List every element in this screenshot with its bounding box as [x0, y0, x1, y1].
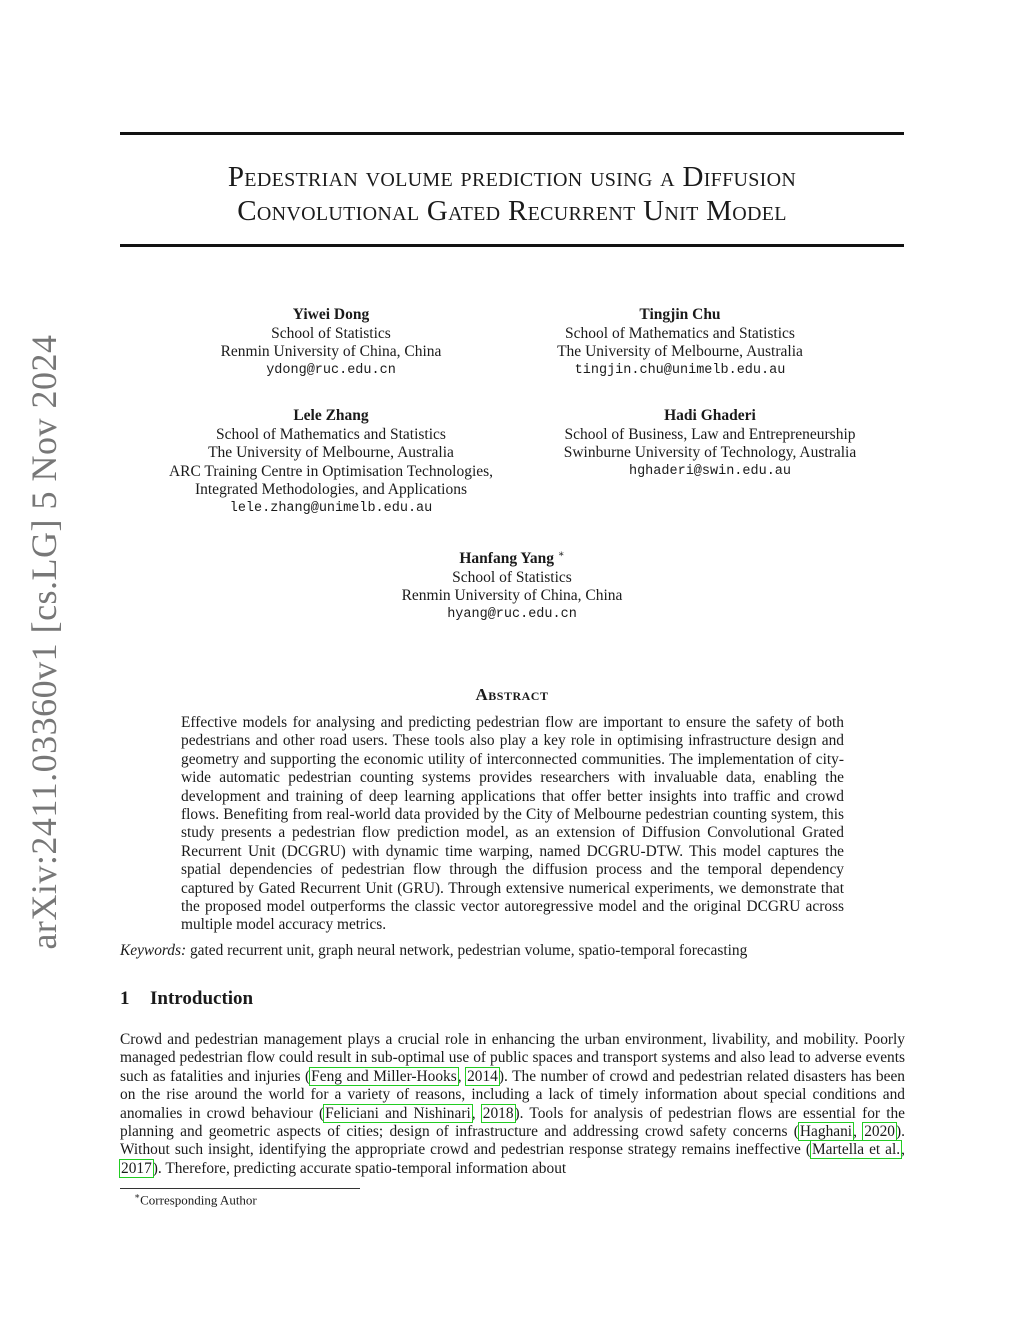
author-affiliation: School of Mathematics and Statistics [565, 324, 795, 342]
footnote [134, 1191, 257, 1208]
body-text-segment: Crowd and pedestrian management plays a crucial role in enhancing the urban environment, livability, and mobility. Poorly managed pedestrian flow could result in sub-optimal use of public spaces and transport systems and also lead to adverse events such as fatalities and injuries ( [120, 1031, 905, 1085]
author-name: Hadi Ghaderi [664, 407, 756, 424]
keywords-text: gated recurrent unit, graph neural network, pedestrian volume, spatio-temporal forecasting [189, 942, 748, 959]
body-text-segment: ). Without such insight, identifying the appropriate crowd and pedestrian response strategy remains ineffective ( [120, 1123, 905, 1159]
section-title: Introduction [150, 988, 254, 1009]
abstract-text: Effective models for analysing and predicting pedestrian flow are important to ensure the safety of both pedestrians and other road users. These tools also play a key role in optimising infrastructure design and geometry and supporting the economic utility of interconnected communities. The implementation of city-wide automatic pedestrian counting systems provides researchers with invaluable data, enabling the development and training of deep learning applications that offer better insights into traffic and crowd flows. Benefiting from real-world data provided by the City of Melbourne pedestrian counting system, this study presents a pedestrian flow prediction model, as an extension of Diffusion Convolutional Grated Recurrent Unit (DCGRU) with dynamic time warping, named DCGRU-DTW. This model captures the spatial dependencies of pedestrian flow through the diffusion process and the temporal dependency captured by Gated Recurrent Unit (GRU). Through extensive numerical experiments, we demonstrate that the proposed model outperforms the classic vector autoregressive model and the original DCGRU across multiple model accuracy metrics. [181, 714, 844, 934]
body-text-segment: , [471, 1104, 482, 1122]
author-email: lele.zhang@unimelb.edu.au [229, 500, 433, 516]
arxiv-identifier: arXiv:2411.03360v1 [cs.LG] 5 Nov 2024 [24, 334, 64, 950]
author-affiliation: School of Statistics [271, 324, 391, 342]
citation-link[interactable]: 2018 [482, 1104, 514, 1122]
author-block [530, 306, 830, 380]
citation-link[interactable]: 2017 [121, 1159, 152, 1177]
abstract-heading: Abstract [475, 685, 549, 704]
section-number: 1 [120, 988, 130, 1009]
title-line-2: Convolutional Gated Recurrent Unit Model [237, 195, 787, 227]
author-name [362, 546, 662, 569]
author-block [170, 306, 492, 380]
author-name: Lele Zhang [293, 407, 369, 424]
section-heading [120, 988, 253, 1010]
body-text-segment: ). The number of crowd and pedestrian related disasters has been on the rise around the world for a variety of reasons, including a lack of timely information about special conditions and anomalies in crowd behaviour ( [120, 1067, 905, 1122]
citation-link[interactable]: 2020 [864, 1123, 895, 1141]
author-affiliation: Renmin University of China, China [220, 343, 442, 360]
author-email: hghaderi@swin.edu.au [628, 463, 792, 479]
author-email: tingjin.chu@unimelb.edu.au [574, 362, 786, 378]
author-affiliation: Integrated Methodologies, and Applications [194, 481, 468, 498]
citation-link[interactable]: Feng and Miller-Hooks [311, 1067, 457, 1085]
author-block [530, 407, 890, 481]
title-line-1: Pedestrian volume prediction using a Diffusion [227, 161, 797, 193]
author-affiliation: School of Mathematics and Statistics [216, 425, 446, 443]
author-block [362, 546, 662, 624]
author-email: hyang@ruc.edu.cn [447, 606, 577, 622]
author-name: Tingjin Chu [639, 306, 721, 323]
citation-link[interactable]: Feliciani and Nishinari [325, 1104, 471, 1122]
author-affiliation: The University of Melbourne, Australia [557, 343, 803, 360]
author-email: ydong@ruc.edu.cn [266, 362, 396, 378]
body-text-segment: ). Tools for analysis of pedestrian flows are essential for the planning and geometric aspects of cities; design of infrastructure and addressing crowd safety concerns ( [120, 1104, 905, 1141]
author-affiliation: School of Statistics [452, 568, 572, 586]
citation-link[interactable]: Haghani [799, 1123, 853, 1141]
corresponding-author-mark: ∗ [557, 549, 565, 560]
keywords [120, 942, 904, 960]
author-affiliation: The University of Melbourne, Australia [208, 444, 454, 461]
author-affiliation: Swinburne University of Technology, Australia [563, 444, 857, 461]
author-block [150, 407, 512, 518]
author-affiliation: ARC Training Centre in Optimisation Technologies, [168, 462, 494, 480]
footnote-rule [120, 1188, 360, 1189]
author-affiliation: School of Business, Law and Entrepreneurship [564, 425, 856, 443]
title-top-rule [120, 132, 904, 135]
body-text-segment: , [901, 1141, 905, 1159]
body-text-segment: , [457, 1067, 467, 1085]
author-name: Yiwei Dong [292, 306, 370, 323]
footnote-text: Corresponding Author [140, 1192, 257, 1208]
footnote-mark: ∗ [134, 1191, 141, 1201]
title-bottom-rule [120, 244, 904, 247]
keywords-label: Keywords: [120, 942, 187, 959]
paper-title [120, 160, 904, 228]
citation-link[interactable]: Martella et al. [811, 1141, 901, 1159]
author-name-text: Hanfang Yang [459, 550, 554, 568]
citation-link[interactable]: 2014 [467, 1067, 498, 1085]
body-text-segment: ). Therefore, predicting accurate spatio-temporal information about [152, 1159, 567, 1177]
intro-paragraph [120, 1031, 905, 1178]
body-text-segment: , [853, 1123, 864, 1141]
author-affiliation: Renmin University of China, China [401, 587, 623, 605]
